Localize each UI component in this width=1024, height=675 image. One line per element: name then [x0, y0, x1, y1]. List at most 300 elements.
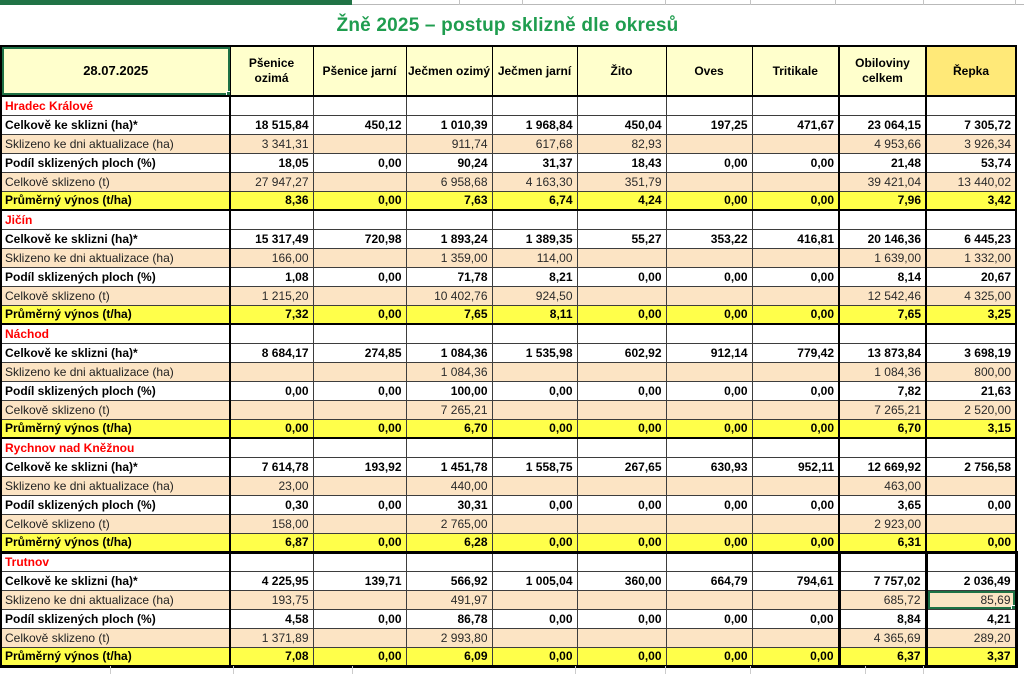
empty-cell[interactable] — [926, 438, 1016, 457]
value-cell[interactable]: 2 036,49 — [926, 571, 1016, 590]
value-cell[interactable] — [752, 476, 839, 495]
value-cell[interactable]: 0,00 — [492, 609, 577, 628]
value-cell[interactable]: 1 084,36 — [839, 362, 926, 381]
value-cell[interactable]: 18,43 — [577, 153, 666, 172]
value-cell[interactable] — [666, 134, 752, 153]
value-cell[interactable]: 193,92 — [313, 457, 406, 476]
value-cell[interactable]: 463,00 — [839, 476, 926, 495]
value-cell[interactable]: 0,30 — [230, 495, 313, 514]
value-cell[interactable]: 0,00 — [577, 419, 666, 438]
row-label[interactable]: Celkově sklizeno (t) — [1, 400, 230, 419]
value-cell[interactable] — [752, 590, 839, 609]
empty-cell[interactable] — [752, 210, 839, 229]
district-label[interactable]: Náchod — [1, 324, 230, 343]
value-cell[interactable]: 1 535,98 — [492, 343, 577, 362]
value-cell[interactable]: 912,14 — [666, 343, 752, 362]
value-cell[interactable]: 158,00 — [230, 514, 313, 533]
value-cell[interactable]: 8 684,17 — [230, 343, 313, 362]
value-cell[interactable] — [492, 400, 577, 419]
column-header[interactable]: Pšenice ozimá — [230, 46, 313, 96]
value-cell[interactable] — [666, 476, 752, 495]
value-cell[interactable] — [313, 400, 406, 419]
value-cell[interactable]: 6 958,68 — [406, 172, 492, 191]
column-header[interactable]: Tritikale — [752, 46, 839, 96]
value-cell[interactable]: 779,42 — [752, 343, 839, 362]
row-label[interactable]: Podíl sklizených ploch (%) — [1, 495, 230, 514]
value-cell[interactable] — [666, 362, 752, 381]
value-cell[interactable]: 1 639,00 — [839, 248, 926, 267]
empty-cell[interactable] — [666, 210, 752, 229]
row-label[interactable]: Celkově sklizeno (t) — [1, 286, 230, 305]
value-cell[interactable]: 0,00 — [492, 419, 577, 438]
value-cell[interactable] — [577, 400, 666, 419]
value-cell[interactable]: 0,00 — [577, 495, 666, 514]
value-cell[interactable]: 0,00 — [577, 609, 666, 628]
value-cell[interactable]: 1 010,39 — [406, 115, 492, 134]
value-cell[interactable] — [666, 628, 752, 647]
empty-cell[interactable] — [752, 324, 839, 343]
value-cell[interactable]: 90,24 — [406, 153, 492, 172]
empty-cell[interactable] — [313, 210, 406, 229]
value-cell[interactable]: 7 265,21 — [406, 400, 492, 419]
empty-cell[interactable] — [839, 324, 926, 343]
empty-cell[interactable] — [492, 552, 577, 571]
value-cell[interactable]: 18 515,84 — [230, 115, 313, 134]
value-cell[interactable] — [577, 628, 666, 647]
value-cell[interactable]: 7,08 — [230, 647, 313, 666]
value-cell[interactable]: 1 389,35 — [492, 229, 577, 248]
value-cell[interactable]: 7,65 — [839, 305, 926, 324]
value-cell[interactable] — [752, 134, 839, 153]
value-cell[interactable]: 0,00 — [926, 495, 1016, 514]
value-cell[interactable]: 2 756,58 — [926, 457, 1016, 476]
value-cell[interactable]: 7,63 — [406, 191, 492, 210]
value-cell[interactable]: 0,00 — [577, 647, 666, 666]
value-cell[interactable]: 0,00 — [752, 191, 839, 210]
value-cell[interactable]: 1 359,00 — [406, 248, 492, 267]
value-cell[interactable]: 13 440,02 — [926, 172, 1016, 191]
value-cell[interactable] — [752, 628, 839, 647]
row-label[interactable]: Průměrný výnos (t/ha) — [1, 647, 230, 666]
value-cell[interactable] — [577, 590, 666, 609]
empty-cell[interactable] — [666, 552, 752, 571]
value-cell[interactable] — [926, 514, 1016, 533]
value-cell[interactable]: 0,00 — [926, 533, 1016, 552]
row-label[interactable]: Sklizeno ke dni aktualizace (ha) — [1, 362, 230, 381]
value-cell[interactable] — [492, 628, 577, 647]
value-cell[interactable]: 21,63 — [926, 381, 1016, 400]
value-cell[interactable]: 21,48 — [839, 153, 926, 172]
empty-cell[interactable] — [406, 552, 492, 571]
row-label[interactable]: Celkově ke sklizni (ha)* — [1, 229, 230, 248]
row-label[interactable]: Celkově ke sklizni (ha)* — [1, 343, 230, 362]
value-cell[interactable] — [752, 400, 839, 419]
value-cell[interactable] — [313, 590, 406, 609]
value-cell[interactable]: 20,67 — [926, 267, 1016, 286]
row-label[interactable]: Podíl sklizených ploch (%) — [1, 381, 230, 400]
value-cell[interactable] — [666, 172, 752, 191]
row-label[interactable]: Sklizeno ke dni aktualizace (ha) — [1, 134, 230, 153]
value-cell[interactable]: 4 953,66 — [839, 134, 926, 153]
value-cell[interactable]: 193,75 — [230, 590, 313, 609]
value-cell[interactable]: 0,00 — [230, 419, 313, 438]
value-cell[interactable]: 0,00 — [752, 495, 839, 514]
value-cell[interactable]: 0,00 — [313, 267, 406, 286]
row-label[interactable]: Celkově ke sklizni (ha)* — [1, 115, 230, 134]
value-cell[interactable]: 31,37 — [492, 153, 577, 172]
value-cell[interactable]: 3 926,34 — [926, 134, 1016, 153]
value-cell[interactable]: 800,00 — [926, 362, 1016, 381]
value-cell[interactable]: 0,00 — [666, 647, 752, 666]
district-label[interactable]: Hradec Králové — [1, 96, 230, 115]
row-label[interactable]: Sklizeno ke dni aktualizace (ha) — [1, 248, 230, 267]
value-cell[interactable]: 114,00 — [492, 248, 577, 267]
value-cell[interactable]: 0,00 — [666, 267, 752, 286]
empty-cell[interactable] — [839, 438, 926, 457]
row-label[interactable]: Podíl sklizených ploch (%) — [1, 609, 230, 628]
value-cell[interactable]: 6,28 — [406, 533, 492, 552]
value-cell[interactable]: 13 873,84 — [839, 343, 926, 362]
value-cell[interactable] — [313, 514, 406, 533]
value-cell[interactable]: 18,05 — [230, 153, 313, 172]
value-cell[interactable]: 7 265,21 — [839, 400, 926, 419]
value-cell[interactable]: 566,92 — [406, 571, 492, 590]
value-cell[interactable]: 602,92 — [577, 343, 666, 362]
value-cell[interactable]: 0,00 — [313, 381, 406, 400]
value-cell[interactable]: 4 163,30 — [492, 172, 577, 191]
value-cell[interactable] — [752, 286, 839, 305]
value-cell[interactable]: 6,09 — [406, 647, 492, 666]
row-label[interactable]: Celkově sklizeno (t) — [1, 628, 230, 647]
value-cell[interactable]: 351,79 — [577, 172, 666, 191]
empty-cell[interactable] — [313, 552, 406, 571]
value-cell[interactable]: 3,42 — [926, 191, 1016, 210]
value-cell[interactable]: 1 084,36 — [406, 362, 492, 381]
value-cell[interactable]: 450,12 — [313, 115, 406, 134]
row-label[interactable]: Průměrný výnos (t/ha) — [1, 305, 230, 324]
empty-cell[interactable] — [492, 438, 577, 457]
value-cell[interactable] — [666, 400, 752, 419]
column-header[interactable]: Ječmen jarní — [492, 46, 577, 96]
value-cell[interactable] — [577, 248, 666, 267]
empty-cell[interactable] — [313, 324, 406, 343]
empty-cell[interactable] — [406, 210, 492, 229]
empty-cell[interactable] — [313, 438, 406, 457]
value-cell[interactable]: 1 893,24 — [406, 229, 492, 248]
value-cell[interactable]: 7 757,02 — [839, 571, 926, 590]
value-cell[interactable]: 0,00 — [752, 305, 839, 324]
empty-cell[interactable] — [666, 438, 752, 457]
value-cell[interactable]: 3,37 — [926, 647, 1016, 666]
empty-cell[interactable] — [666, 96, 752, 115]
value-cell[interactable]: 0,00 — [752, 609, 839, 628]
row-label[interactable]: Podíl sklizených ploch (%) — [1, 267, 230, 286]
value-cell[interactable]: 7 305,72 — [926, 115, 1016, 134]
value-cell[interactable]: 0,00 — [752, 153, 839, 172]
empty-cell[interactable] — [406, 438, 492, 457]
empty-cell[interactable] — [406, 324, 492, 343]
value-cell[interactable]: 4,58 — [230, 609, 313, 628]
value-cell[interactable]: 8,14 — [839, 267, 926, 286]
value-cell[interactable] — [577, 286, 666, 305]
value-cell[interactable]: 0,00 — [666, 533, 752, 552]
value-cell[interactable]: 39 421,04 — [839, 172, 926, 191]
value-cell[interactable]: 12 542,46 — [839, 286, 926, 305]
value-cell[interactable]: 952,11 — [752, 457, 839, 476]
empty-cell[interactable] — [492, 324, 577, 343]
row-label[interactable]: Průměrný výnos (t/ha) — [1, 191, 230, 210]
empty-cell[interactable] — [406, 96, 492, 115]
value-cell[interactable]: 0,00 — [752, 647, 839, 666]
value-cell[interactable] — [492, 362, 577, 381]
column-header[interactable]: Ječmen ozimý — [406, 46, 492, 96]
value-cell[interactable]: 10 402,76 — [406, 286, 492, 305]
value-cell[interactable]: 1 371,89 — [230, 628, 313, 647]
value-cell[interactable]: 55,27 — [577, 229, 666, 248]
value-cell[interactable]: 53,74 — [926, 153, 1016, 172]
value-cell[interactable]: 3,25 — [926, 305, 1016, 324]
column-header[interactable]: Pšenice jarní — [313, 46, 406, 96]
value-cell[interactable] — [313, 134, 406, 153]
value-cell[interactable]: 3 698,19 — [926, 343, 1016, 362]
value-cell[interactable]: 4 365,69 — [839, 628, 926, 647]
value-cell[interactable] — [313, 286, 406, 305]
value-cell[interactable]: 7,82 — [839, 381, 926, 400]
value-cell[interactable]: 4 325,00 — [926, 286, 1016, 305]
value-cell[interactable]: 0,00 — [313, 533, 406, 552]
value-cell[interactable]: 353,22 — [666, 229, 752, 248]
value-cell[interactable]: 1 451,78 — [406, 457, 492, 476]
value-cell[interactable]: 30,31 — [406, 495, 492, 514]
row-label[interactable]: Sklizeno ke dni aktualizace (ha) — [1, 476, 230, 495]
value-cell[interactable]: 7,65 — [406, 305, 492, 324]
value-cell[interactable] — [926, 476, 1016, 495]
district-label[interactable]: Trutnov — [1, 552, 230, 571]
value-cell[interactable]: 0,00 — [230, 381, 313, 400]
value-cell[interactable]: 289,20 — [926, 628, 1016, 647]
empty-cell[interactable] — [752, 552, 839, 571]
value-cell[interactable]: 27 947,27 — [230, 172, 313, 191]
value-cell[interactable]: 0,00 — [492, 533, 577, 552]
value-cell[interactable]: 23,00 — [230, 476, 313, 495]
row-label[interactable]: Průměrný výnos (t/ha) — [1, 533, 230, 552]
value-cell[interactable]: 1 215,20 — [230, 286, 313, 305]
value-cell[interactable]: 6,70 — [839, 419, 926, 438]
value-cell[interactable]: 0,00 — [577, 533, 666, 552]
value-cell[interactable]: 3 341,31 — [230, 134, 313, 153]
value-cell[interactable] — [492, 476, 577, 495]
value-cell[interactable]: 0,00 — [313, 191, 406, 210]
empty-cell[interactable] — [926, 96, 1016, 115]
value-cell[interactable]: 267,65 — [577, 457, 666, 476]
value-cell[interactable]: 8,11 — [492, 305, 577, 324]
empty-cell[interactable] — [577, 438, 666, 457]
value-cell[interactable]: 3,15 — [926, 419, 1016, 438]
value-cell[interactable] — [230, 400, 313, 419]
district-label[interactable]: Jičín — [1, 210, 230, 229]
value-cell[interactable]: 416,81 — [752, 229, 839, 248]
value-cell[interactable]: 0,00 — [313, 609, 406, 628]
value-cell[interactable]: 1 332,00 — [926, 248, 1016, 267]
value-cell[interactable]: 0,00 — [666, 419, 752, 438]
column-header[interactable]: Řepka — [926, 46, 1016, 96]
empty-cell[interactable] — [230, 96, 313, 115]
value-cell[interactable] — [666, 514, 752, 533]
value-cell[interactable]: 6,87 — [230, 533, 313, 552]
value-cell[interactable]: 4,24 — [577, 191, 666, 210]
empty-cell[interactable] — [313, 96, 406, 115]
value-cell[interactable]: 2 520,00 — [926, 400, 1016, 419]
value-cell[interactable]: 7,32 — [230, 305, 313, 324]
value-cell[interactable]: 685,72 — [839, 590, 926, 609]
value-cell[interactable]: 471,67 — [752, 115, 839, 134]
empty-cell[interactable] — [492, 210, 577, 229]
value-cell[interactable] — [666, 286, 752, 305]
value-cell[interactable]: 2 765,00 — [406, 514, 492, 533]
value-cell[interactable]: 1 558,75 — [492, 457, 577, 476]
value-cell[interactable]: 0,00 — [313, 495, 406, 514]
value-cell[interactable] — [313, 172, 406, 191]
value-cell[interactable]: 617,68 — [492, 134, 577, 153]
value-cell[interactable]: 0,00 — [577, 305, 666, 324]
value-cell[interactable]: 794,61 — [752, 571, 839, 590]
value-cell[interactable] — [577, 362, 666, 381]
value-cell[interactable]: 0,00 — [752, 419, 839, 438]
value-cell[interactable]: 1 968,84 — [492, 115, 577, 134]
value-cell[interactable]: 1 005,04 — [492, 571, 577, 590]
column-header[interactable]: Oves — [666, 46, 752, 96]
row-label[interactable]: Sklizeno ke dni aktualizace (ha) — [1, 590, 230, 609]
value-cell[interactable]: 166,00 — [230, 248, 313, 267]
value-cell[interactable]: 6 445,23 — [926, 229, 1016, 248]
row-label[interactable]: Celkově ke sklizni (ha)* — [1, 457, 230, 476]
value-cell[interactable]: 7 614,78 — [230, 457, 313, 476]
value-cell[interactable] — [313, 362, 406, 381]
value-cell[interactable]: 7,96 — [839, 191, 926, 210]
value-cell[interactable] — [492, 514, 577, 533]
value-cell[interactable]: 0,00 — [666, 305, 752, 324]
row-label[interactable]: Celkově sklizeno (t) — [1, 172, 230, 191]
date-header-cell[interactable]: 28.07.2025 — [1, 46, 230, 96]
value-cell[interactable]: 0,00 — [752, 381, 839, 400]
empty-cell[interactable] — [839, 552, 926, 571]
empty-cell[interactable] — [577, 552, 666, 571]
value-cell[interactable]: 6,37 — [839, 647, 926, 666]
empty-cell[interactable] — [752, 438, 839, 457]
value-cell[interactable] — [666, 248, 752, 267]
row-label[interactable]: Celkově sklizeno (t) — [1, 514, 230, 533]
value-cell[interactable]: 23 064,15 — [839, 115, 926, 134]
value-cell[interactable] — [577, 514, 666, 533]
value-cell[interactable]: 0,00 — [492, 381, 577, 400]
empty-cell[interactable] — [230, 210, 313, 229]
value-cell[interactable]: 440,00 — [406, 476, 492, 495]
column-header[interactable]: Obiloviny celkem — [839, 46, 926, 96]
value-cell[interactable] — [577, 476, 666, 495]
value-cell[interactable]: 82,93 — [577, 134, 666, 153]
value-cell[interactable]: 720,98 — [313, 229, 406, 248]
value-cell[interactable]: 0,00 — [313, 419, 406, 438]
value-cell[interactable]: 924,50 — [492, 286, 577, 305]
empty-cell[interactable] — [839, 210, 926, 229]
value-cell[interactable]: 6,31 — [839, 533, 926, 552]
value-cell[interactable]: 2 993,80 — [406, 628, 492, 647]
value-cell[interactable]: 0,00 — [666, 191, 752, 210]
value-cell[interactable]: 0,00 — [313, 305, 406, 324]
empty-cell[interactable] — [666, 324, 752, 343]
row-label[interactable]: Celkově ke sklizni (ha)* — [1, 571, 230, 590]
selected-cell[interactable]: 85,69 — [926, 590, 1016, 609]
empty-cell[interactable] — [577, 210, 666, 229]
value-cell[interactable]: 0,00 — [577, 267, 666, 286]
district-label[interactable]: Rychnov nad Kněžnou — [1, 438, 230, 457]
value-cell[interactable]: 0,00 — [492, 647, 577, 666]
value-cell[interactable]: 491,97 — [406, 590, 492, 609]
value-cell[interactable] — [230, 362, 313, 381]
empty-cell[interactable] — [577, 96, 666, 115]
empty-cell[interactable] — [577, 324, 666, 343]
empty-cell[interactable] — [230, 438, 313, 457]
value-cell[interactable] — [752, 362, 839, 381]
value-cell[interactable]: 4,21 — [926, 609, 1016, 628]
value-cell[interactable] — [313, 628, 406, 647]
value-cell[interactable]: 0,00 — [313, 647, 406, 666]
value-cell[interactable]: 0,00 — [752, 533, 839, 552]
value-cell[interactable]: 0,00 — [666, 609, 752, 628]
empty-cell[interactable] — [839, 96, 926, 115]
empty-cell[interactable] — [752, 96, 839, 115]
value-cell[interactable]: 0,00 — [666, 495, 752, 514]
value-cell[interactable]: 139,71 — [313, 571, 406, 590]
value-cell[interactable]: 3,65 — [839, 495, 926, 514]
value-cell[interactable]: 630,93 — [666, 457, 752, 476]
row-label[interactable]: Podíl sklizených ploch (%) — [1, 153, 230, 172]
value-cell[interactable] — [666, 590, 752, 609]
value-cell[interactable] — [752, 172, 839, 191]
value-cell[interactable] — [752, 248, 839, 267]
value-cell[interactable]: 0,00 — [752, 267, 839, 286]
value-cell[interactable]: 8,21 — [492, 267, 577, 286]
value-cell[interactable]: 1 084,36 — [406, 343, 492, 362]
value-cell[interactable]: 12 669,92 — [839, 457, 926, 476]
value-cell[interactable]: 1,08 — [230, 267, 313, 286]
row-label[interactable]: Průměrný výnos (t/ha) — [1, 419, 230, 438]
value-cell[interactable]: 6,70 — [406, 419, 492, 438]
value-cell[interactable]: 8,84 — [839, 609, 926, 628]
empty-cell[interactable] — [230, 552, 313, 571]
value-cell[interactable]: 0,00 — [313, 153, 406, 172]
value-cell[interactable]: 274,85 — [313, 343, 406, 362]
value-cell[interactable] — [313, 248, 406, 267]
value-cell[interactable]: 0,00 — [492, 495, 577, 514]
value-cell[interactable] — [313, 476, 406, 495]
value-cell[interactable]: 71,78 — [406, 267, 492, 286]
value-cell[interactable]: 0,00 — [577, 381, 666, 400]
value-cell[interactable]: 8,36 — [230, 191, 313, 210]
value-cell[interactable]: 4 225,95 — [230, 571, 313, 590]
empty-cell[interactable] — [492, 96, 577, 115]
value-cell[interactable] — [492, 590, 577, 609]
value-cell[interactable]: 0,00 — [666, 153, 752, 172]
value-cell[interactable]: 15 317,49 — [230, 229, 313, 248]
value-cell[interactable]: 360,00 — [577, 571, 666, 590]
column-header[interactable]: Žito — [577, 46, 666, 96]
value-cell[interactable]: 100,00 — [406, 381, 492, 400]
value-cell[interactable]: 86,78 — [406, 609, 492, 628]
empty-cell[interactable] — [230, 324, 313, 343]
value-cell[interactable]: 450,04 — [577, 115, 666, 134]
value-cell[interactable] — [752, 514, 839, 533]
